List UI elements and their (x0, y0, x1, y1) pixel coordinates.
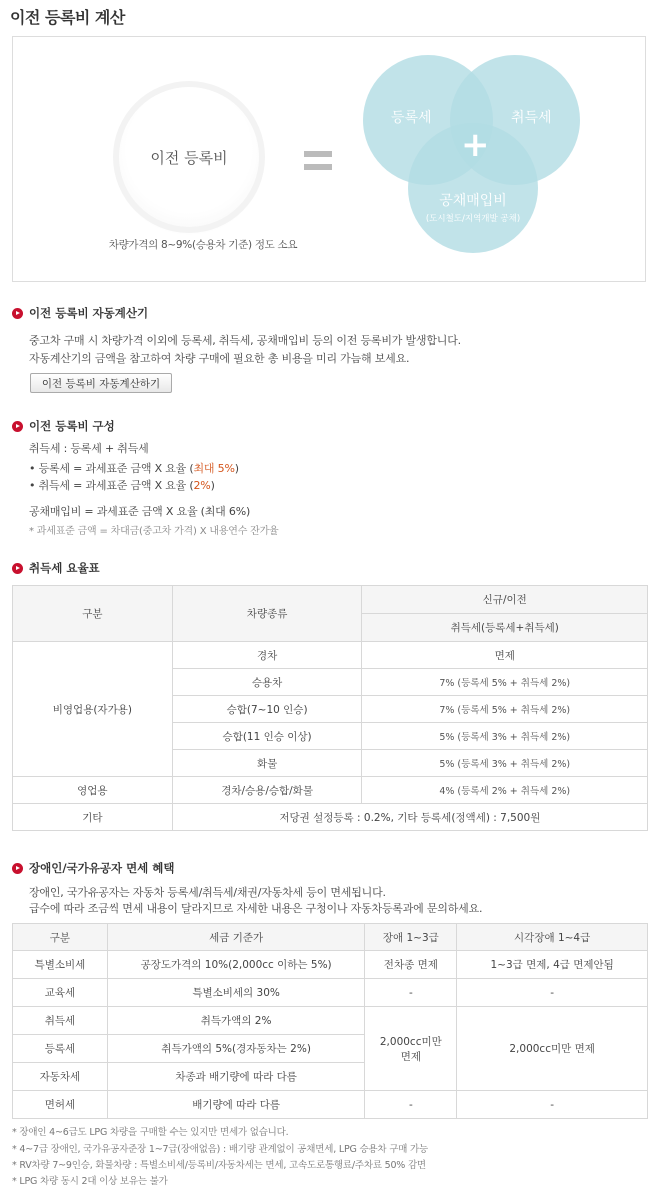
table-cell-rate: 5% (등록세 3% + 취득세 2%) (362, 750, 648, 777)
page-title: 이전 등록비 계산 (10, 8, 125, 27)
section-title-composition: 이전 등록비 구성 (12, 418, 115, 434)
footnote-2: * 4~7급 장애인, 국가유공자준장 1~7급(장애없음) : 배기량 관계없이 공채면세, LPG 승용차 구매 가능 (12, 1144, 428, 1155)
table-cell-basis: 취득가액의 2% (107, 1007, 365, 1035)
auto-calc-button[interactable]: 이전 등록비 자동계산하기 (30, 373, 172, 393)
table-cell-visual-merged: 2,000cc미만 면제 (457, 1007, 648, 1091)
composition-line-3: • 취득세 = 과세표준 금액 X 요율 (2%) (29, 479, 215, 492)
header-category: 구분 (13, 586, 173, 642)
section-title-auto-calc: 이전 등록비 자동계산기 (12, 305, 148, 321)
section-title-exemption: 장애인/국가유공자 면세 혜택 (12, 860, 175, 876)
total-fee-label: 이전 등록비 (150, 148, 228, 167)
venn-label-acquisition: 취득세 (511, 110, 552, 126)
table-cell-category: 등록세 (13, 1035, 108, 1063)
footnote-3: * RV차량 7~9인승, 화물차량 : 특별소비세/등록비/자동차세는 면세, 고속도로통행료/주차료 50% 감면 (12, 1160, 426, 1171)
header-category: 구분 (13, 924, 108, 951)
table-cell-vehicle: 승합(7~10 인승) (172, 696, 362, 723)
table-cell-disabled: - (365, 979, 457, 1007)
table-cell-category: 자동차세 (13, 1063, 108, 1091)
table-cell-disabled-merged: 2,000cc미만 면제 (365, 1007, 457, 1091)
footnote-4: * LPG 차량 동시 2대 이상 보유는 불가 (12, 1176, 168, 1187)
header-disabled-1-3: 장애 1~3급 (365, 924, 457, 951)
category-private: 비영업용(자가용) (13, 642, 173, 777)
table-cell-category: 특별소비세 (13, 951, 108, 979)
composition-note: * 과세표준 금액 = 차대금(중고차 가격) X 내용연수 잔가율 (29, 526, 279, 537)
table-cell-category: 교육세 (13, 979, 108, 1007)
table-cell-rate: 7% (등록세 5% + 취득세 2%) (362, 669, 648, 696)
table-cell-disabled: - (365, 1091, 457, 1119)
registration-fee-diagram (12, 36, 646, 282)
venn-label-bond: 공채매입비 (439, 193, 507, 209)
exemption-table (12, 923, 648, 1119)
header-new-transfer: 신규/이전 (362, 586, 648, 614)
table-cell-vehicle: 경차 (172, 642, 362, 669)
venn-diagram (353, 45, 593, 265)
bullet-arrow-icon (12, 421, 23, 432)
header-visual-1-4: 시각장애 1~4급 (457, 924, 648, 951)
header-vehicle-type: 차량종류 (172, 586, 362, 642)
equals-icon (304, 149, 332, 173)
table-cell-rate: 4% (등록세 2% + 취득세 2%) (362, 777, 648, 804)
table-cell-category: 면허세 (13, 1091, 108, 1119)
section-title-rate-table: 취득세 요율표 (12, 560, 100, 576)
table-cell-basis: 공장도가격의 10%(2,000cc 이하는 5%) (107, 951, 365, 979)
table-cell-basis: 배기량에 따라 다름 (107, 1091, 365, 1119)
header-acquisition-tax: 취득세(등록세+취득세) (362, 614, 648, 642)
composition-line-1: 취득세 : 등록세 + 취득세 (29, 442, 149, 455)
table-cell-basis: 특별소비세의 30% (107, 979, 365, 1007)
venn-label-registration: 등록세 (391, 110, 432, 126)
plus-icon: + (461, 125, 490, 165)
table-cell-rate: 면제 (362, 642, 648, 669)
bullet-arrow-icon (12, 863, 23, 874)
composition-line-2: • 등록세 = 과세표준 금액 X 요율 (최대 5%) (29, 462, 239, 475)
table-cell-vehicle: 화물 (172, 750, 362, 777)
auto-calc-desc-1: 중고차 구매 시 차량가격 이외에 등록세, 취득세, 공채매입비 등의 이전 등록비가 발생합니다. (29, 334, 461, 347)
table-cell-vehicle: 승용차 (172, 669, 362, 696)
diagram-caption: 차량가격의 8~9%(승용차 기준) 정도 소요 (108, 239, 298, 251)
table-cell-vehicle: 승합(11 인승 이상) (172, 723, 362, 750)
table-cell-disabled: 전차종 면제 (365, 951, 457, 979)
header-tax-basis: 세금 기준가 (107, 924, 365, 951)
table-cell-rate: 5% (등록세 3% + 취득세 2%) (362, 723, 648, 750)
bullet-arrow-icon (12, 563, 23, 574)
table-cell-visual: - (457, 979, 648, 1007)
table-cell-rate: 7% (등록세 5% + 취득세 2%) (362, 696, 648, 723)
exemption-desc-1: 장애인, 국가유공자는 자동차 등록세/취득세/채권/자동차세 등이 면세됩니다. (29, 886, 386, 899)
table-cell-vehicle: 경차/승용/승합/화물 (172, 777, 362, 804)
exemption-desc-2: 급수에 따라 조금씩 면세 내용이 달라지므로 자세한 내용은 구청이나 자동차등록과에 문의하세요. (29, 902, 483, 915)
table-cell-visual: 1~3급 면제, 4급 면제안됨 (457, 951, 648, 979)
footnote-1: * 장애인 4~6급도 LPG 차량을 구매할 수는 있지만 면세가 없습니다. (12, 1127, 289, 1138)
table-cell-visual: - (457, 1091, 648, 1119)
table-cell-basis: 취득가액의 5%(경자동차는 2%) (107, 1035, 365, 1063)
category-other: 기타 (13, 804, 173, 831)
auto-calc-desc-2: 자동계산기의 금액을 참고하여 차량 구매에 필요한 총 비용을 미리 가늠해 보세요. (29, 352, 410, 365)
table-cell-category: 취득세 (13, 1007, 108, 1035)
venn-sublabel-bond: (도시철도/지역개발 공채) (425, 214, 521, 224)
acquisition-tax-rate-table (12, 585, 648, 831)
table-cell-other: 저당권 설정등록 : 0.2%, 기타 등록세(정액세) : 7,500원 (172, 804, 647, 831)
composition-line-4: 공채매입비 = 과세표준 금액 X 요율 (최대 6%) (29, 505, 251, 518)
table-cell-basis: 차종과 배기량에 따라 다름 (107, 1063, 365, 1091)
category-business: 영업용 (13, 777, 173, 804)
bullet-arrow-icon (12, 308, 23, 319)
total-fee-circle (119, 87, 259, 227)
